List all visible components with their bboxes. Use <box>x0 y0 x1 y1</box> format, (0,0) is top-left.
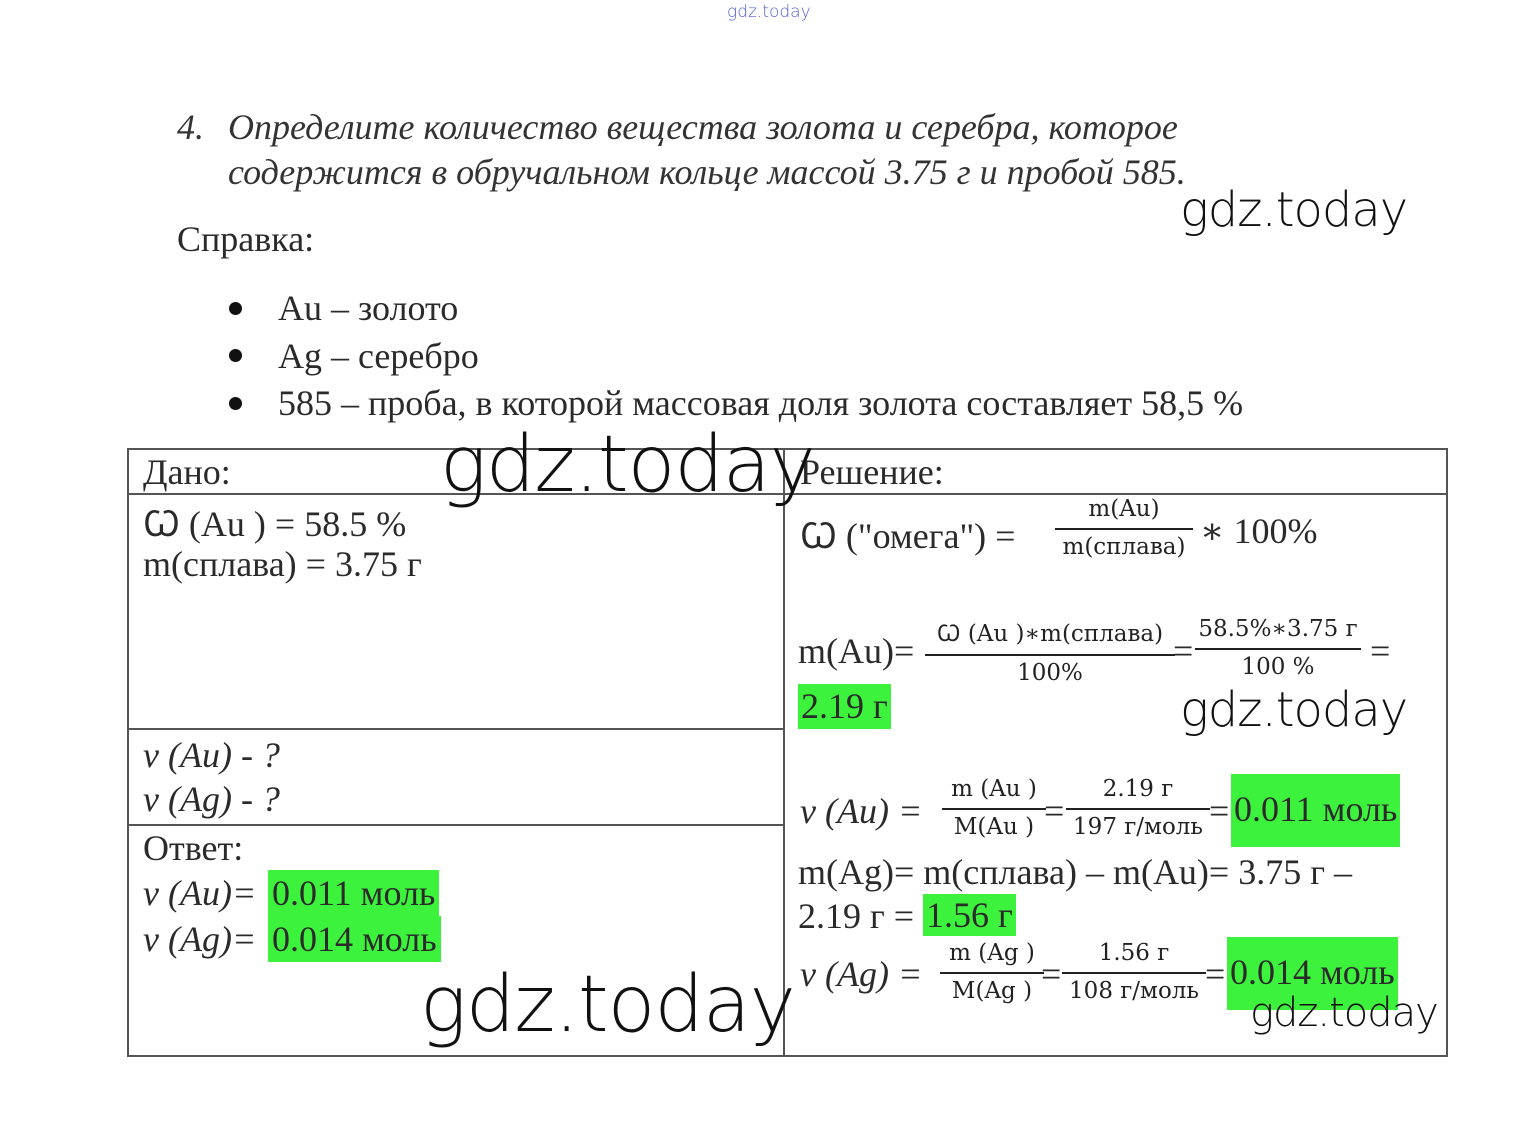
nag-result: 0.014 моль <box>1227 937 1398 1010</box>
equals-sign: = <box>1370 631 1391 671</box>
mau-fraction-1 <box>925 616 1175 686</box>
fraction-bar <box>1062 972 1206 974</box>
given-mass: m(сплава) = 3.75 г <box>143 544 422 584</box>
nau-lhs: ν (Au) = <box>800 791 923 831</box>
mag-line-2: 2.19 г = <box>798 896 915 936</box>
nag-f1-numerator: m (Ag ) <box>949 940 1035 966</box>
nau-fraction-2 <box>1066 776 1210 840</box>
given-header: Дано: <box>143 452 231 492</box>
mau-f2-numerator: 58.5%∗3.75 г <box>1198 616 1358 642</box>
nag-lhs: ν (Ag) = <box>800 954 923 994</box>
nag-f2-numerator: 1.56 г <box>1098 940 1170 966</box>
given-omega: Ꞷ (Au ) = 58.5 % <box>143 504 407 544</box>
fraction-bar <box>942 808 1046 810</box>
mau-lhs: m(Au)= <box>798 631 915 671</box>
omega-formula-rhs: ∗ 100% <box>1200 511 1318 551</box>
task-number: 4. <box>177 107 204 147</box>
equals-sign: = <box>1209 791 1230 831</box>
mau-result: 2.19 г <box>798 684 891 729</box>
bullet-icon <box>229 302 242 315</box>
fraction-bar <box>925 654 1175 656</box>
fraction-bar <box>1195 648 1361 650</box>
omega-fraction <box>1055 496 1193 560</box>
nag-fraction-1 <box>940 940 1044 1004</box>
reference-heading: Справка: <box>177 219 315 259</box>
task-line-1: Определите количество вещества золота и серебра, которое <box>228 107 1178 147</box>
watermark-1: gdz.today <box>1180 182 1408 238</box>
mau-fraction-2 <box>1195 616 1361 680</box>
nag-f2-denominator: 108 г/моль <box>1069 978 1199 1004</box>
equals-sign: = <box>1205 954 1226 994</box>
mag-line-1: m(Ag)= m(сплава) – m(Au)= 3.75 г – <box>798 852 1352 892</box>
answer-nu-ag-label: ν (Ag)= <box>143 919 257 959</box>
mau-f1-denominator: 100% <box>1017 660 1083 686</box>
fraction-bar <box>940 972 1044 974</box>
equals-sign: = <box>1041 954 1062 994</box>
answer-nu-ag-value: 0.014 моль <box>268 916 441 962</box>
answer-header: Ответ: <box>143 828 244 868</box>
task-line-2: содержится в обручальном кольце массой 3.75 г и пробой 585. <box>228 152 1186 192</box>
answer-nu-au-label: ν (Au)= <box>143 873 257 913</box>
equals-sign: = <box>1173 631 1194 671</box>
nau-f1-denominator: M(Au ) <box>953 814 1035 840</box>
mag-result: 1.56 г <box>923 894 1016 936</box>
watermark-3: gdz.today <box>440 420 815 510</box>
watermark-5: gdz.today <box>1250 990 1438 1036</box>
answer-nu-au-value: 0.011 моль <box>268 870 439 916</box>
reference-item-ag: Ag – серебро <box>278 336 479 376</box>
fraction-bar <box>1066 808 1210 810</box>
nau-fraction-1 <box>942 776 1046 840</box>
omega-denominator: m(сплава) <box>1062 534 1186 560</box>
mau-f2-denominator: 100 % <box>1241 654 1315 680</box>
bullet-icon <box>229 349 242 362</box>
nau-f2-numerator: 2.19 г <box>1102 776 1174 802</box>
nau-f1-numerator: m (Au ) <box>951 776 1037 802</box>
omega-numerator: m(Au) <box>1088 496 1160 522</box>
watermark-4: gdz.today <box>420 960 795 1050</box>
watermark-2: gdz.today <box>1180 682 1408 738</box>
bullet-icon <box>229 397 242 410</box>
find-answer-divider <box>127 824 784 826</box>
nau-result: 0.011 моль <box>1231 774 1400 847</box>
fraction-bar <box>1055 528 1193 530</box>
reference-item-585: 585 – проба, в которой массовая доля золота составляет 58,5 % <box>278 383 1244 423</box>
nau-f2-denominator: 197 г/моль <box>1073 814 1203 840</box>
solution-header: Решение: <box>800 452 944 492</box>
omega-formula-lhs: Ꞷ ("омега") = <box>800 516 1016 556</box>
nag-f1-denominator: M(Ag ) <box>951 978 1033 1004</box>
reference-item-au: Au – золото <box>278 288 459 328</box>
given-find-divider <box>127 728 784 730</box>
find-nu-ag: ν (Ag) - ? <box>143 779 280 819</box>
watermark-top: gdz.today <box>727 2 811 22</box>
table-border-bottom <box>127 1055 1447 1057</box>
mau-f1-numerator: Ꞷ (Au )∗m(сплава) <box>936 621 1164 647</box>
nag-fraction-2 <box>1062 940 1206 1004</box>
find-nu-au: ν (Au) - ? <box>143 735 280 775</box>
table-border-left <box>127 448 129 1057</box>
table-border-right <box>1446 448 1448 1057</box>
equals-sign: = <box>1044 791 1065 831</box>
